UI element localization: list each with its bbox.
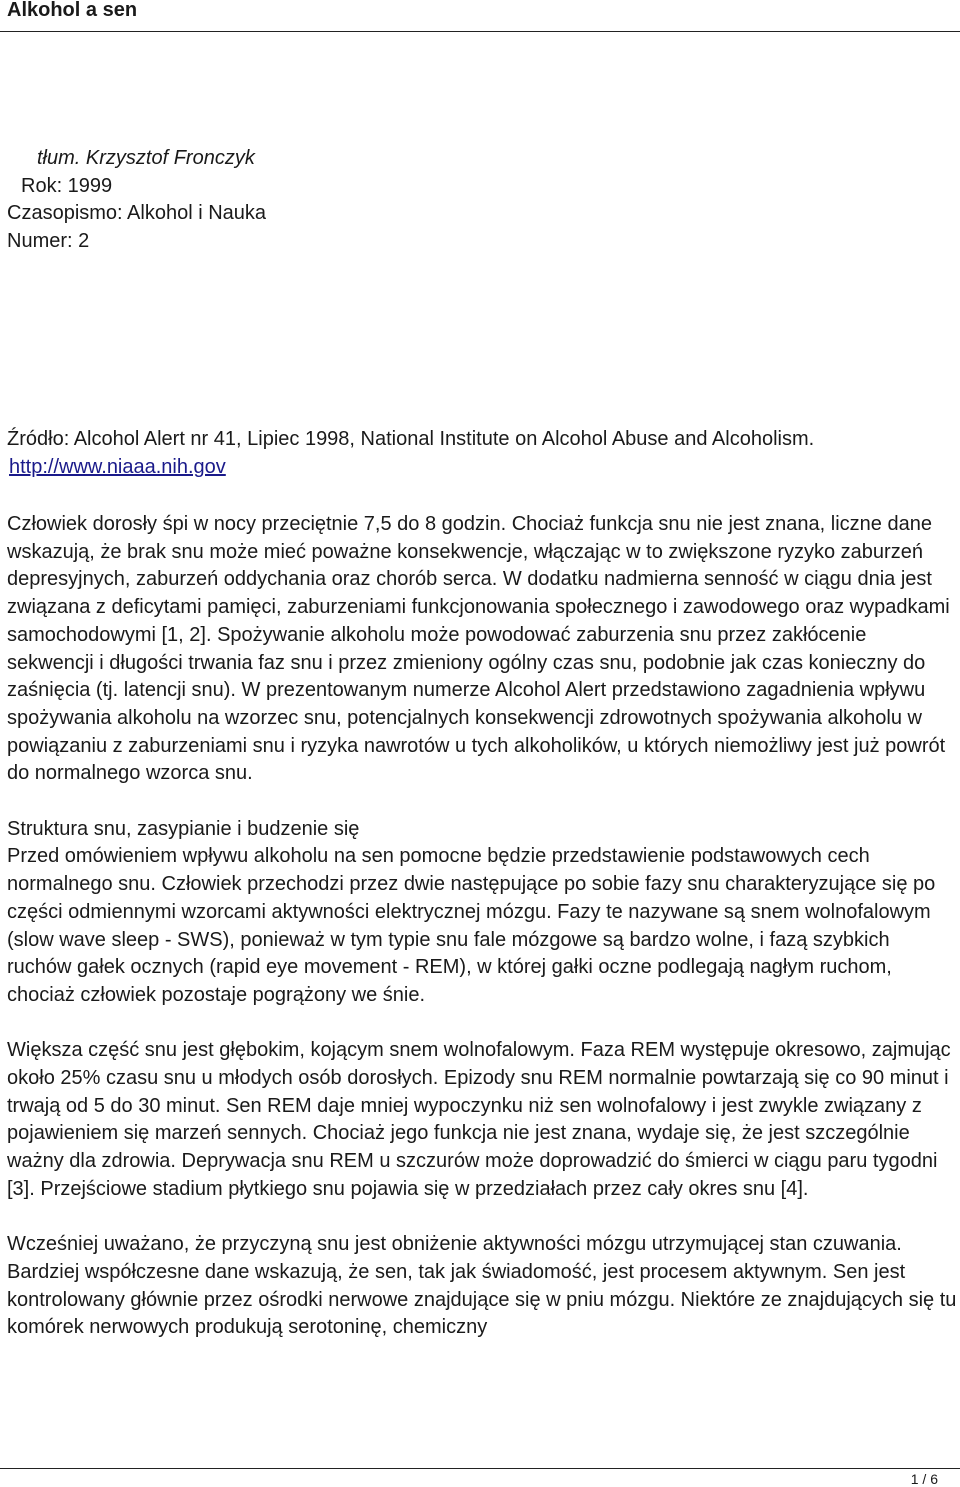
source-link[interactable]: http://www.niaaa.nih.gov: [9, 455, 226, 478]
paragraph-sleep-structure: Przed omówieniem wpływu alkoholu na sen pomocne będzie przedstawienie podstawowych cech normalnego snu. Człowiek przechodzi przez dwie następujące po sobie fazy snu charakteryzujące się po części odmiennymi wzorcami aktywności elektrycznej mózgu. Fazy te nazywane są snem wolnofalowym (slow wave sleep - SWS), ponieważ w tym typie snu fale mózgowe są bardzo wolne, i fazą szybkich ruchów gałek ocznych (rapid eye movement - REM), w której gałki oczne podlegają nagłym ruchom, chociaż człowiek pozostaje pogrążony we śnie.: [7, 845, 936, 1006]
article-body: [7, 511, 957, 1342]
source-section: [7, 426, 957, 481]
page-number: 1 / 6: [910, 1471, 938, 1487]
header-divider: [0, 31, 960, 32]
section-heading: Struktura snu, zasypianie i budzenie się: [7, 817, 360, 840]
paragraph-intro: Człowiek dorosły śpi w nocy przeciętnie 7,5 do 8 godzin. Chociaż funkcja snu nie jest znana, liczne dane wskazują, że brak snu może mieć poważne konsekwencje, włączając w to zwiększone ryzyko zaburzeń depresyjnych, zaburzeń oddychania oraz chorób serca. W dodatku nadmierna senność w ciągu dnia jest związana z deficytami pamięci, zaburzeniami funkcjonowania społecznego i zawodowego oraz wypadkami samochodowymi [1, 2]. Spożywanie alkoholu może powodować zaburzenia snu przez zakłócenie sekwencji i długości trwania faz snu i przez zmieniony ogólny czas snu, podobnie jak czas konieczny do zaśnięcia (tj. latencji snu). W prezentowanym numerze Alcohol Alert przedstawiono zagadnienia wpływu spożywania alkoholu na wzorzec snu, potencjalnych konsekwencji zdrowotnych spożywania alkoholu w powiązaniu z zaburzeniami snu i ryzyka nawrotów u tych alkoholików, u których niemożliwy jest już powrót do normalnego wzorca snu.: [7, 513, 950, 785]
issue-line: Numer: 2: [7, 230, 90, 253]
document-title: Alkohol a sen: [7, 0, 138, 21]
translator-line: tłum. Krzysztof Fronczyk: [37, 147, 255, 169]
journal-line: Czasopismo: Alkohol i Nauka: [7, 202, 267, 225]
year-line: Rok: 1999: [21, 174, 113, 197]
paragraph-brainstem: Wcześniej uważano, że przyczyną snu jest obniżenie aktywności mózgu utrzymującej stan czuwania. Bardziej współczesne dane wskazują, że sen, tak jak świadomość, jest procesem aktywnym. Sen jest kontrolowany głównie przez ośrodki nerwowe znajdujące się w pniu mózgu. Niektóre ze znajdujących się tu komórek nerwowych produkują serotoninę, chemiczny: [7, 1233, 957, 1339]
source-line: Źródło: Alcohol Alert nr 41, Lipiec 1998, National Institute on Alcohol Abuse and Alcoholism.: [7, 428, 815, 450]
article-meta: [7, 145, 957, 256]
footer-divider: [0, 1468, 960, 1469]
paragraph-rem: Większa część snu jest głębokim, kojącym snem wolnofalowym. Faza REM występuje okresowo, zajmując około 25% czasu snu u młodych osób dorosłych. Epizody snu REM normalnie powtarzają się co 90 minut i trwają od 5 do 30 minut. Sen REM daje mniej wypoczynku niż sen wolnofalowy i jest zwykle związany z pojawieniem się marzeń sennych. Chociaż jego funkcja nie jest znana, wydaje się, że jest szczególnie ważny dla zdrowia. Deprywacja snu REM u szczurów może doprowadzić do śmierci w ciągu paru tygodni [3]. Przejściowe stadium płytkiego snu pojawia się w przedziałach przez cały okres snu [4].: [7, 1039, 951, 1200]
